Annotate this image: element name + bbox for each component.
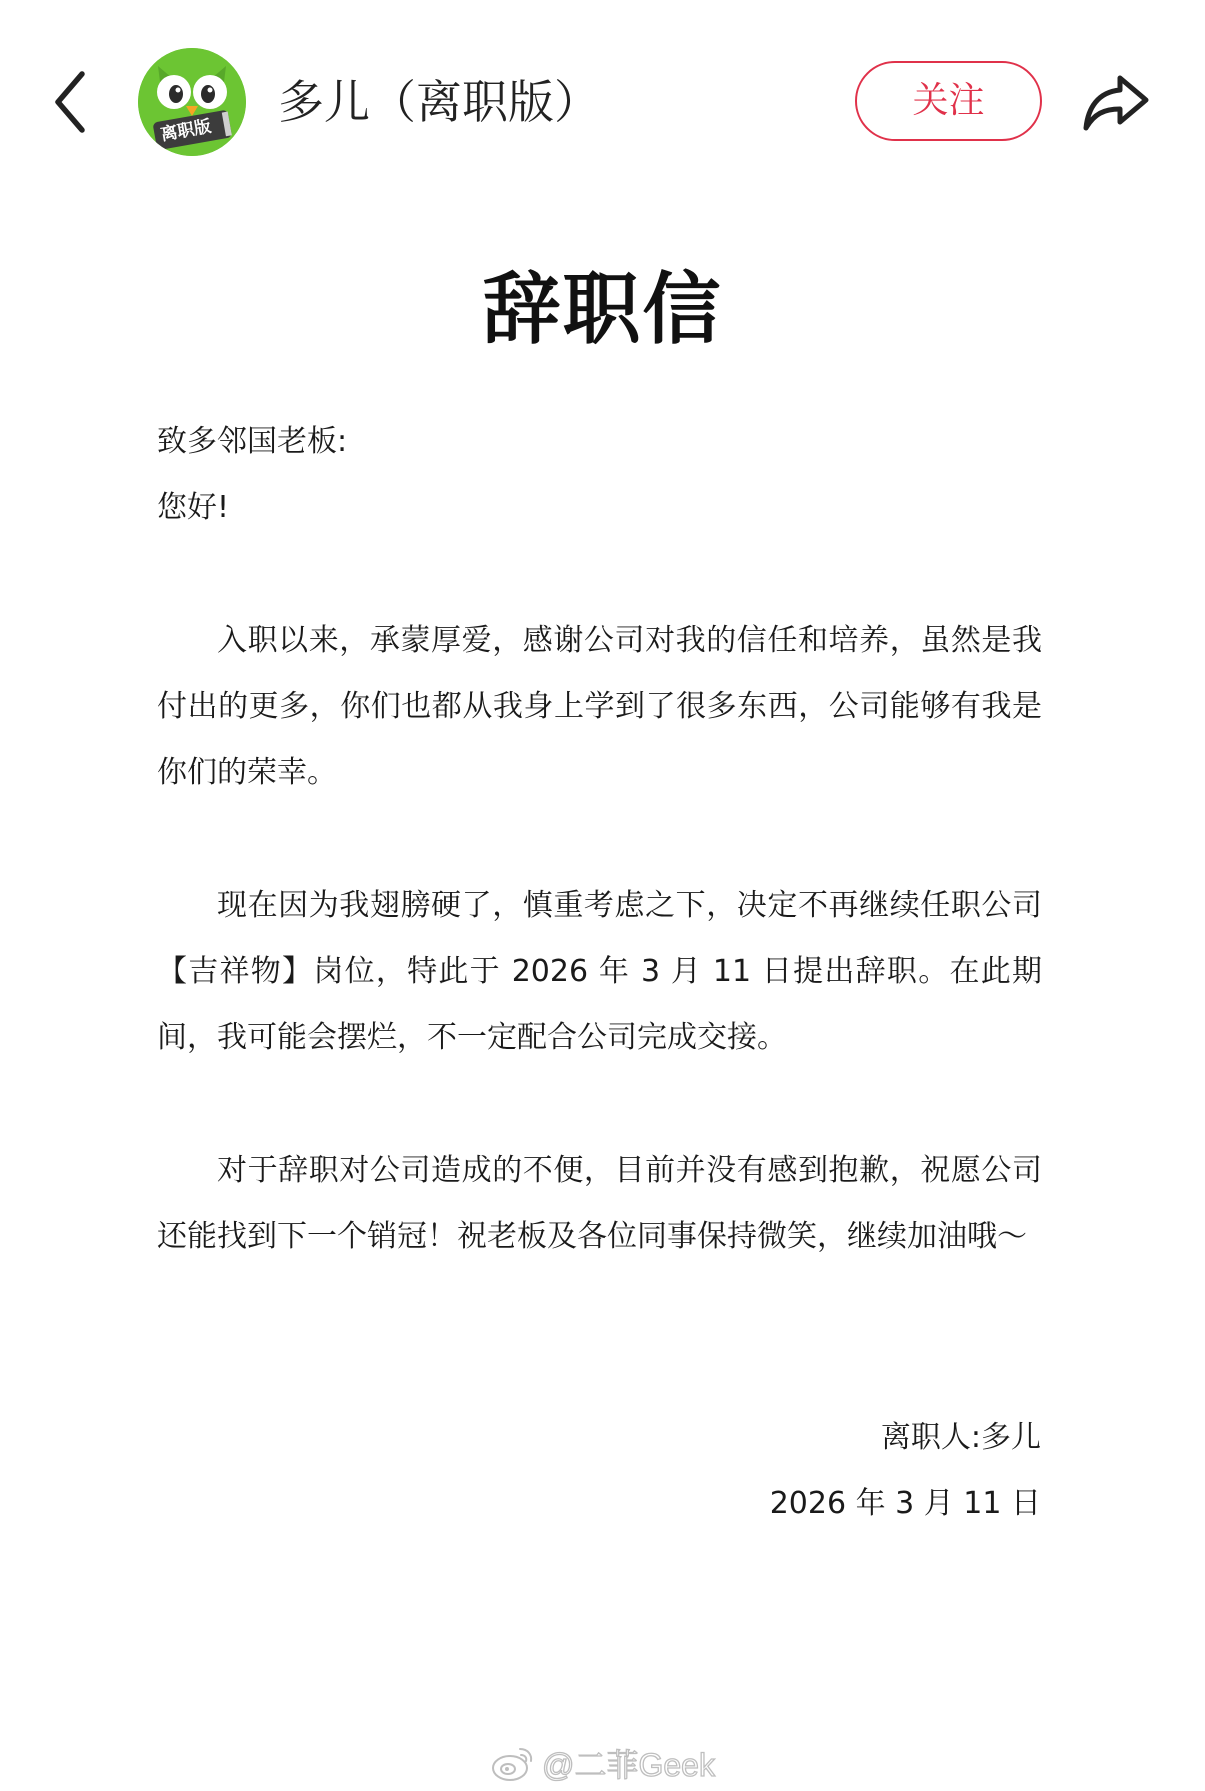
avatar-badge-label: 离职版 — [159, 116, 213, 146]
letter-paragraph-1: 入职以来，承蒙厚爱，感谢公司对我的信任和培养，虽然是我付出的更多，你们也都从我身上学到了很多东西，公司能够有我是你们的荣幸。 — [157, 623, 1042, 790]
share-button[interactable] — [1080, 66, 1152, 138]
chevron-left-icon — [44, 62, 104, 142]
avatar[interactable] — [138, 48, 246, 156]
account-name[interactable]: 多儿（离职版） — [278, 75, 600, 129]
follow-button[interactable]: 关注 — [855, 61, 1042, 141]
top-bar — [0, 0, 1205, 210]
back-button[interactable] — [44, 62, 104, 142]
watermark-text: @二菲Geek — [542, 1747, 715, 1783]
letter-paragraph-2: 现在因为我翅膀硬了，慎重考虑之下，决定不再继续任职公司【吉祥物】岗位，特此于 2026 年 3 月 11 日提出辞职。在此期间，我可能会摆烂，不一定配合公司完成交接。 — [157, 888, 1042, 1055]
letter-title: 辞职信 — [482, 265, 723, 355]
greeting-recipient: 致多邻国老板: — [157, 424, 348, 459]
watermark — [490, 1740, 715, 1786]
greeting-hello: 您好! — [157, 490, 230, 525]
share-arrow-icon — [1080, 66, 1152, 138]
signature-name: 离职人:多儿 — [880, 1420, 1041, 1455]
signature-date: 2026 年 3 月 11 日 — [769, 1486, 1041, 1521]
weibo-icon — [490, 1743, 536, 1783]
letter-paragraph-3: 对于辞职对公司造成的不便，目前并没有感到抱歉，祝愿公司还能找到下一个销冠！祝老板及各位同事保持微笑，继续加油哦～ — [157, 1153, 1042, 1254]
